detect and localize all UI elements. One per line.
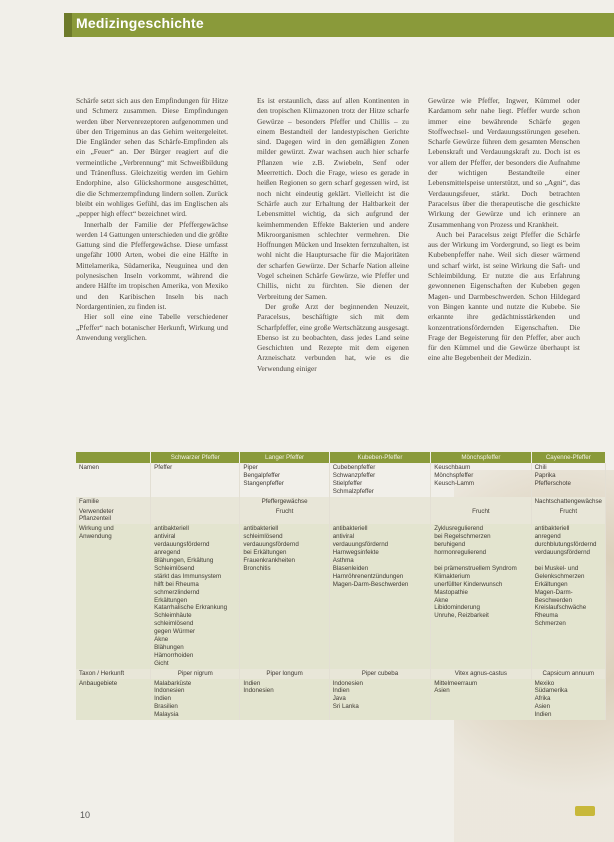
- table-cell: Indien Indonesien: [240, 679, 329, 721]
- table-cell: [151, 507, 240, 525]
- table-cell: Nachtschattengewächse: [531, 497, 605, 507]
- table-cell: Frucht: [531, 507, 605, 525]
- table-cell: Vitex agnus-castus: [431, 669, 531, 679]
- table-header-cell: [76, 452, 151, 463]
- paragraph: Der große Arzt der beginnenden Neuzeit, Paracelsus, beschäftigte sich mit dem Scharfpfeffer, eine große Wertschätzung ausgesagt. Ebenso ist zu beobachten, dass jedes Land seine Geschichten und Rezepte mit dem eigenen Arzneischatz verbunden hat, wie es die Verwendung einiger: [257, 301, 409, 373]
- table-cell: Piper longum: [240, 669, 329, 679]
- table-cell: Pfeffergewächse: [240, 497, 329, 507]
- row-label-cell: Familie: [76, 497, 151, 507]
- paragraph: Innerhalb der Familie der Pfeffergewächse werden 14 Gattungen unterschieden und die größte Gattung sind die Pfeffergewächse. Diese umfasst ungefähr 1000 Arten, wobei die eine Hälfte in Mittelamerika, Südamerika, Neuguinea und den polynesischen Inseln vorkommt, während die andere Hälfte im tropischen Amerika, von Mexiko und den Karibischen Inseln bis nach Nordargentinien, zu finden ist.: [76, 219, 228, 311]
- text-column-1: [76, 96, 228, 343]
- table-row: [76, 669, 606, 679]
- section-title: Medizingeschichte: [76, 15, 204, 31]
- table-cell: Frucht: [431, 507, 531, 525]
- table-cell: Malabarküste Indonesien Indien Brasilien Malaysia: [151, 679, 240, 721]
- row-label-cell: Anbaugebiete: [76, 679, 151, 721]
- table-header-cell: Langer Pfeffer: [240, 452, 329, 463]
- table-cell: antibakteriell antiviral verdauungsfördernd anregend Blähungen, Erkältung Schleimlösend stärkt das Immunsystem hilft bei Rheuma schmerzlindernd Erkältungen Katarrhalische Erkrankung Schleimhäute schleimlösend gegen Würmer Akne Blähungen Hämorrhoiden Gicht: [151, 524, 240, 668]
- table-cell: [329, 507, 430, 525]
- table-row: [76, 679, 606, 721]
- paragraph: Auch bei Paracelsus zeigt Pfeffer die Schärfe aus der Wirkung im Vordergrund, so liegt es beim Kubebenpfeffer nahe. Weil sich dieser wärmend und scharf wirkt, ist seine Wirkung die Saft- und Schleimbildung. Er nutzte die aus Erfahrung gewonnenen Eigenschaften der Kubeben gegen Magen- und Darmbeschwerden. Schon Hildegard von Bingen kannte und nutzte die Kubebe. Sie erkannte ihre gedächtnisstärkenden und konzentrationsfördernden Eigenschaften. Die Frage der Begeisterung für den Pfeffer, aber auch für den Kümmel und die Gewürze überhaupt ist eine alte Begebenheit der Medizin.: [428, 229, 580, 363]
- table-cell: Keuschbaum Mönchspfeffer Keusch-Lamm: [431, 463, 531, 497]
- table-row: [76, 524, 606, 668]
- table-cell: [151, 497, 240, 507]
- header-accent: [64, 13, 72, 37]
- paragraph: Hier soll eine eine Tabelle verschiedener „Pfeffer“ nach botanischer Herkunft, Wirkung und Anwendung verglichen.: [76, 312, 228, 342]
- paragraph: Es ist erstaunlich, dass auf allen Kontinenten in den tropischen Klimazonen trotz der Hitze scharfe Gewürze – besonders Pfeffer und Chillis – zu einem Bestandteil der landestypischen Gerichte sind. Dagegen wird in den gemäßigten Zonen milder gewürzt. Zwar wachsen auch hier scharfe Pflanzen wie z.B. Zwiebeln, Senf oder Meerrettich. Doch die Frage, wieso es gerade in heißen Regionen so gern scharf gegessen wird, ist noch nicht eindeutig geklärt. Vielleicht ist die Schärfe auch zur Erhaltung der Haltbarkeit der Lebensmittel wichtig, da sich aufgrund der keimhemmenden Effekte Bakterien und andere Mikroorganismen schlechter vermehren. Die Hoffnungen Mücken und Insekten fernzuhalten, ist wohl nicht die Hauptursache für die Majoritäten der scharfen Gewürze. Der Scharfe Nation alleine Vogel scheinen Schärfe Gewürze, wie Pfeffer und Chillis, nicht zu fürchten. Sie dienen der Verbreitung der Samen.: [257, 96, 409, 301]
- table-cell: [329, 497, 430, 507]
- table-cell: antibakteriell antiviral verdauungsfördernd Harnwegsinfekte Asthma Blasenleiden Harnröhrenentzündungen Magen-Darm-Beschwerden: [329, 524, 430, 668]
- table-body: [76, 463, 606, 720]
- page-number: 10: [80, 810, 91, 820]
- table-cell: Frucht: [240, 507, 329, 525]
- text-column-3: [428, 96, 580, 364]
- table-cell: antibakteriell schleimlösend verdauungsfördernd bei Erkältungen Frauenkrankheiten Bronchitis: [240, 524, 329, 668]
- row-label-cell: Wirkung und Anwendung: [76, 524, 151, 668]
- table-row: [76, 463, 606, 497]
- table-cell: Zyklusregulierend bei Regelschmerzen beruhigend hormonregulierend bei prämenstruellem Syndrom Klimakterium unerfüllter Kinderwunsch Mastopathie Akne Libidominderung Unruhe, Reizbarkeit: [431, 524, 531, 668]
- table-cell: Chili Paprika Pfefferschote: [531, 463, 605, 497]
- table-cell: Piper Bengalpfeffer Stangenpfeffer: [240, 463, 329, 497]
- publisher-logo: [575, 806, 595, 816]
- table-cell: Capsicum annuum: [531, 669, 605, 679]
- table-row: [76, 497, 606, 507]
- row-label-cell: Namen: [76, 463, 151, 497]
- row-label-cell: Verwendeter Pflanzenteil: [76, 507, 151, 525]
- table-cell: Mexiko Südamerika Afrika Asien Indien: [531, 679, 605, 721]
- table-header-row: [76, 452, 606, 463]
- table-row: [76, 507, 606, 525]
- table-header-cell: Schwarzer Pfeffer: [151, 452, 240, 463]
- table-cell: Mittelmeerraum Asien: [431, 679, 531, 721]
- table-cell: [431, 497, 531, 507]
- table-header-cell: Mönchspfeffer: [431, 452, 531, 463]
- table-cell: Pfeffer: [151, 463, 240, 497]
- paragraph: Schärfe setzt sich aus den Empfindungen für Hitze und Schmerz zusammen. Diese Empfindungen werden über Nervenrezeptoren aufgenommen und über den Trigeminus an das Gehirn weitergeleitet. Die Engländer sehen das Schärfe-Empfinden als ein „Feuer“ an. Der Bürger reagiert auf die vermeintliche „Verbrennung“ mit Schweißbildung und Tränenfluss. Gleichzeitig werden im Gehirn Endorphine, also Glückshormone ausgeschüttet, die die Schmerzempfindung lindern sollen. Zurück bleibt ein wohliges Gefühl, das im Englischen als „pepper high effect“ bezeichnet wird.: [76, 96, 228, 219]
- table-cell: Piper nigrum: [151, 669, 240, 679]
- table-header-cell: Cayenne-Pfeffer: [531, 452, 605, 463]
- table-header-cell: Kubeben-Pfeffer: [329, 452, 430, 463]
- table-cell: Piper cubeba: [329, 669, 430, 679]
- row-label-cell: Taxon / Herkunft: [76, 669, 151, 679]
- pepper-comparison-table: [76, 452, 606, 720]
- text-column-2: [257, 96, 409, 374]
- table-cell: Cubebenpfeffer Schwanzpfeffer Stielpfeffer Schmalzpfeffer: [329, 463, 430, 497]
- table-cell: Indonesien Indien Java Sri Lanka: [329, 679, 430, 721]
- table-cell: antibakteriell anregend durchblutungsfördernd verdauungsfördernd bei Muskel- und Gelenkschmerzen Erkältungen Magen-Darm-Beschwerden Kreislaufschwäche Rheuma Schmerzen: [531, 524, 605, 668]
- paragraph: Gewürze wie Pfeffer, Ingwer, Kümmel oder Kardamom sehr nahe liegt. Pfeffer wurde schon immer eine bewährende Schärfe gegen Stoffwechsel- und Verdauungsstörungen gesehen. Scharfe Gewürze führen dem gesamten Menschen Lebenskraft und Verdauungskraft zu. Doch ist es vor allem der Pfeffer, der besonders die Aufnahme der wichtigen Bestandteile einer Lebensmittelspeise unterstützt, und so „Agni“, das Verdauungsfeuer, stärkt. Doch betrachten Paracelsus über die therapeutische die geschickte Wirkung der Gewürze und ich erinnere an Zusammenhang von Prozess und Krankheit.: [428, 96, 580, 229]
